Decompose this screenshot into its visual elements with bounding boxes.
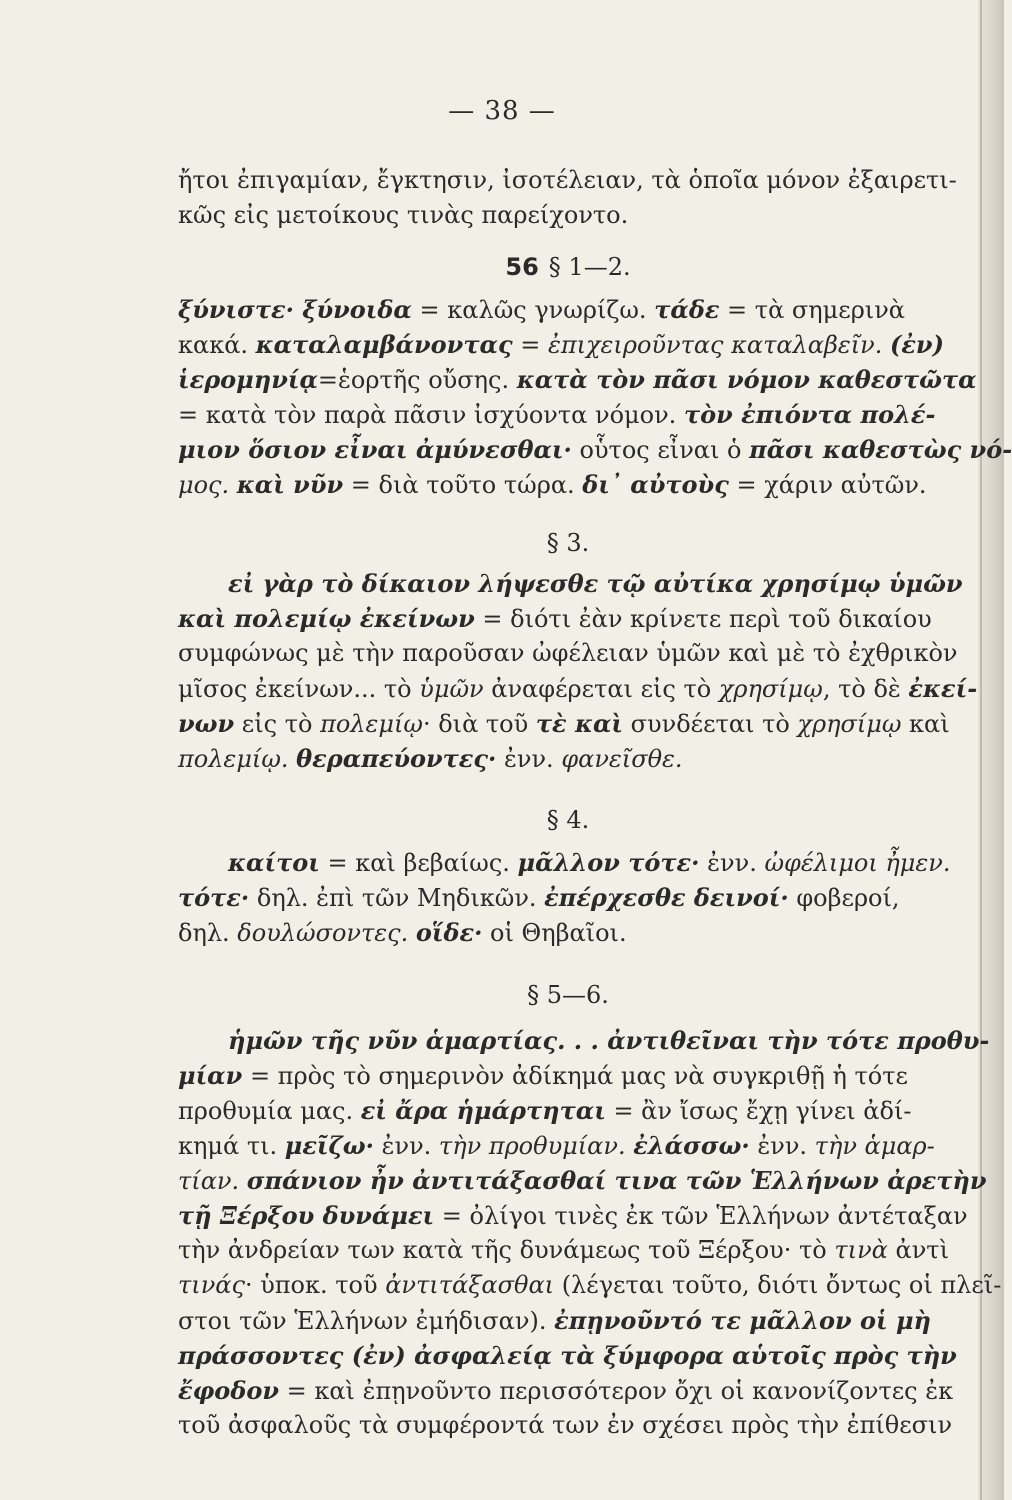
text-line: μῖσος ἐκείνων... τὸ ὑμῶν ἀναφέρεται εἰς τὸ χρησίμῳ, τὸ δὲ ἐκεί- (178, 674, 978, 703)
text-line: εἰ γὰρ τὸ δίκαιον λήψεσθε τῷ αὐτίκα χρησίμῳ ὑμῶν (228, 569, 963, 598)
section-heading-56 (178, 250, 958, 285)
text-line: ἤτοι ἐπιγαμίαν, ἔγκτησιν, ἰσοτέλειαν, τὰ ὁποῖα μόνον ἐξαιρετι- (178, 166, 957, 194)
paragraph-3 (178, 566, 978, 776)
text-line: ξύνιστε· ξύνοιδα = καλῶς γνωρίζω. τάδε = τὰ σημερινὰ (178, 295, 906, 324)
text-line: μιον ὅσιον εἶναι ἀμύνεσθαι· οὗτος εἶναι ὁ πᾶσι καθεστὼς νό- (178, 435, 1012, 464)
text-line: πολεμίῳ. θεραπεύοντες· ἐνν. φανεῖσθε. (178, 744, 683, 773)
text-line: τῇ Ξέρξου δυνάμει = ὀλίγοι τινὲς ἐκ τῶν Ἑλλήνων ἀντέταξαν (178, 1201, 968, 1230)
page-number: — 38 — (448, 96, 556, 126)
paragraph-4 (178, 845, 958, 950)
section-heading-3: § 3. (546, 529, 590, 557)
paragraph-intro (178, 163, 958, 233)
text-line: μος. καὶ νῦν = διὰ τοῦτο τώρα. δι᾽ αὐτοὺς = χάριν αὐτῶν. (178, 470, 927, 499)
text-line: ἡμῶν τῆς νῦν ἁμαρτίας. . . ἀντιθεῖναι τὴν τότε προθυ- (228, 1026, 990, 1055)
text-line: ἱερομηνίᾳ=ἑορτῆς οὔσης. κατὰ τὸν πᾶσι νόμον καθεστῶτα (178, 365, 977, 394)
text-line: συμφώνως μὲ τὴν παροῦσαν ὠφέλειαν ὑμῶν καὶ μὲ τὸ ἐχθρικὸν (178, 639, 958, 667)
text-line: = κατὰ τὸν παρὰ πᾶσιν ἰσχύοντα νόμον. τὸν ἐπιόντα πολέ- (178, 400, 936, 429)
text-line: κημά τι. μεῖζω· ἐνν. τὴν προθυμίαν. ἐλάσσω· ἐνν. τὴν ἁμαρ- (178, 1131, 935, 1160)
paragraph-5-6 (178, 1023, 1002, 1443)
section-number: 56 (505, 253, 539, 281)
text-line: τοῦ ἀσφαλοῦς τὰ συμφέροντά των ἐν σχέσει πρὸς τὴν ἐπίθεσιν (178, 1411, 953, 1439)
section-heading-4: § 4. (546, 806, 590, 834)
section-range: § 1—2. (548, 253, 631, 281)
text-line: πράσσοντες (ἐν) ἀσφαλείᾳ τὰ ξύμφορα αὑτοῖς πρὸς τὴν (178, 1341, 957, 1370)
text-line: μίαν = πρὸς τὸ σημερινὸν ἀδίκημά μας νὰ συγκριθῇ ἡ τότε (178, 1061, 908, 1090)
text-line: τινάς· ὑποκ. τοῦ ἀντιτάξασθαι (λέγεται τοῦτο, διότι ὄντως οἱ πλεῖ- (178, 1271, 1002, 1299)
text-line: κακά. καταλαμβάνοντας = ἐπιχειροῦντας καταλαβεῖν. (ἐν) (178, 330, 944, 359)
text-line: καίτοι = καὶ βεβαίως. μᾶλλον τότε· ἐνν. ὠφέλιμοι ἦμεν. (228, 848, 951, 877)
text-line: στοι τῶν Ἑλλήνων ἐμήδισαν). ἐπῃνοῦντό τε μᾶλλον οἱ μὴ (178, 1306, 931, 1335)
text-line: προθυμία μας. εἰ ἄρα ἡμάρτηται = ἂν ἴσως ἔχῃ γίνει ἀδί- (178, 1096, 912, 1125)
text-line: καὶ πολεμίῳ ἐκείνων = διότι ἐὰν κρίνετε περὶ τοῦ δικαίου (178, 604, 932, 633)
section-heading-5-6: § 5—6. (527, 981, 609, 1009)
text-line: ἔφοδον = καὶ ἐπῃνοῦντο περισσότερον ὄχι οἱ κανονίζοντες ἐκ (178, 1376, 954, 1405)
text-line: τίαν. σπάνιον ἦν ἀντιτάξασθαί τινα τῶν Ἑλλήνων ἀρετὴν (178, 1166, 987, 1195)
paragraph-1-2 (178, 292, 1012, 502)
text-line: δηλ. δουλώσοντες. οἵδε· οἱ Θηβαῖοι. (178, 918, 627, 947)
text-line: τότε· δηλ. ἐπὶ τῶν Μηδικῶν. ἐπέρχεσθε δεινοί· φοβεροί, (178, 883, 900, 912)
text-line: τὴν ἀνδρείαν των κατὰ τῆς δυνάμεως τοῦ Ξέρξου· τὸ τινὰ ἀντὶ (178, 1236, 949, 1264)
text-line: κῶς εἰς μετοίκους τινὰς παρείχοντο. (178, 201, 629, 229)
text-line: νων εἰς τὸ πολεμίῳ· διὰ τοῦ τὲ καὶ συνδέεται τὸ χρησίμῳ καὶ (178, 709, 950, 738)
